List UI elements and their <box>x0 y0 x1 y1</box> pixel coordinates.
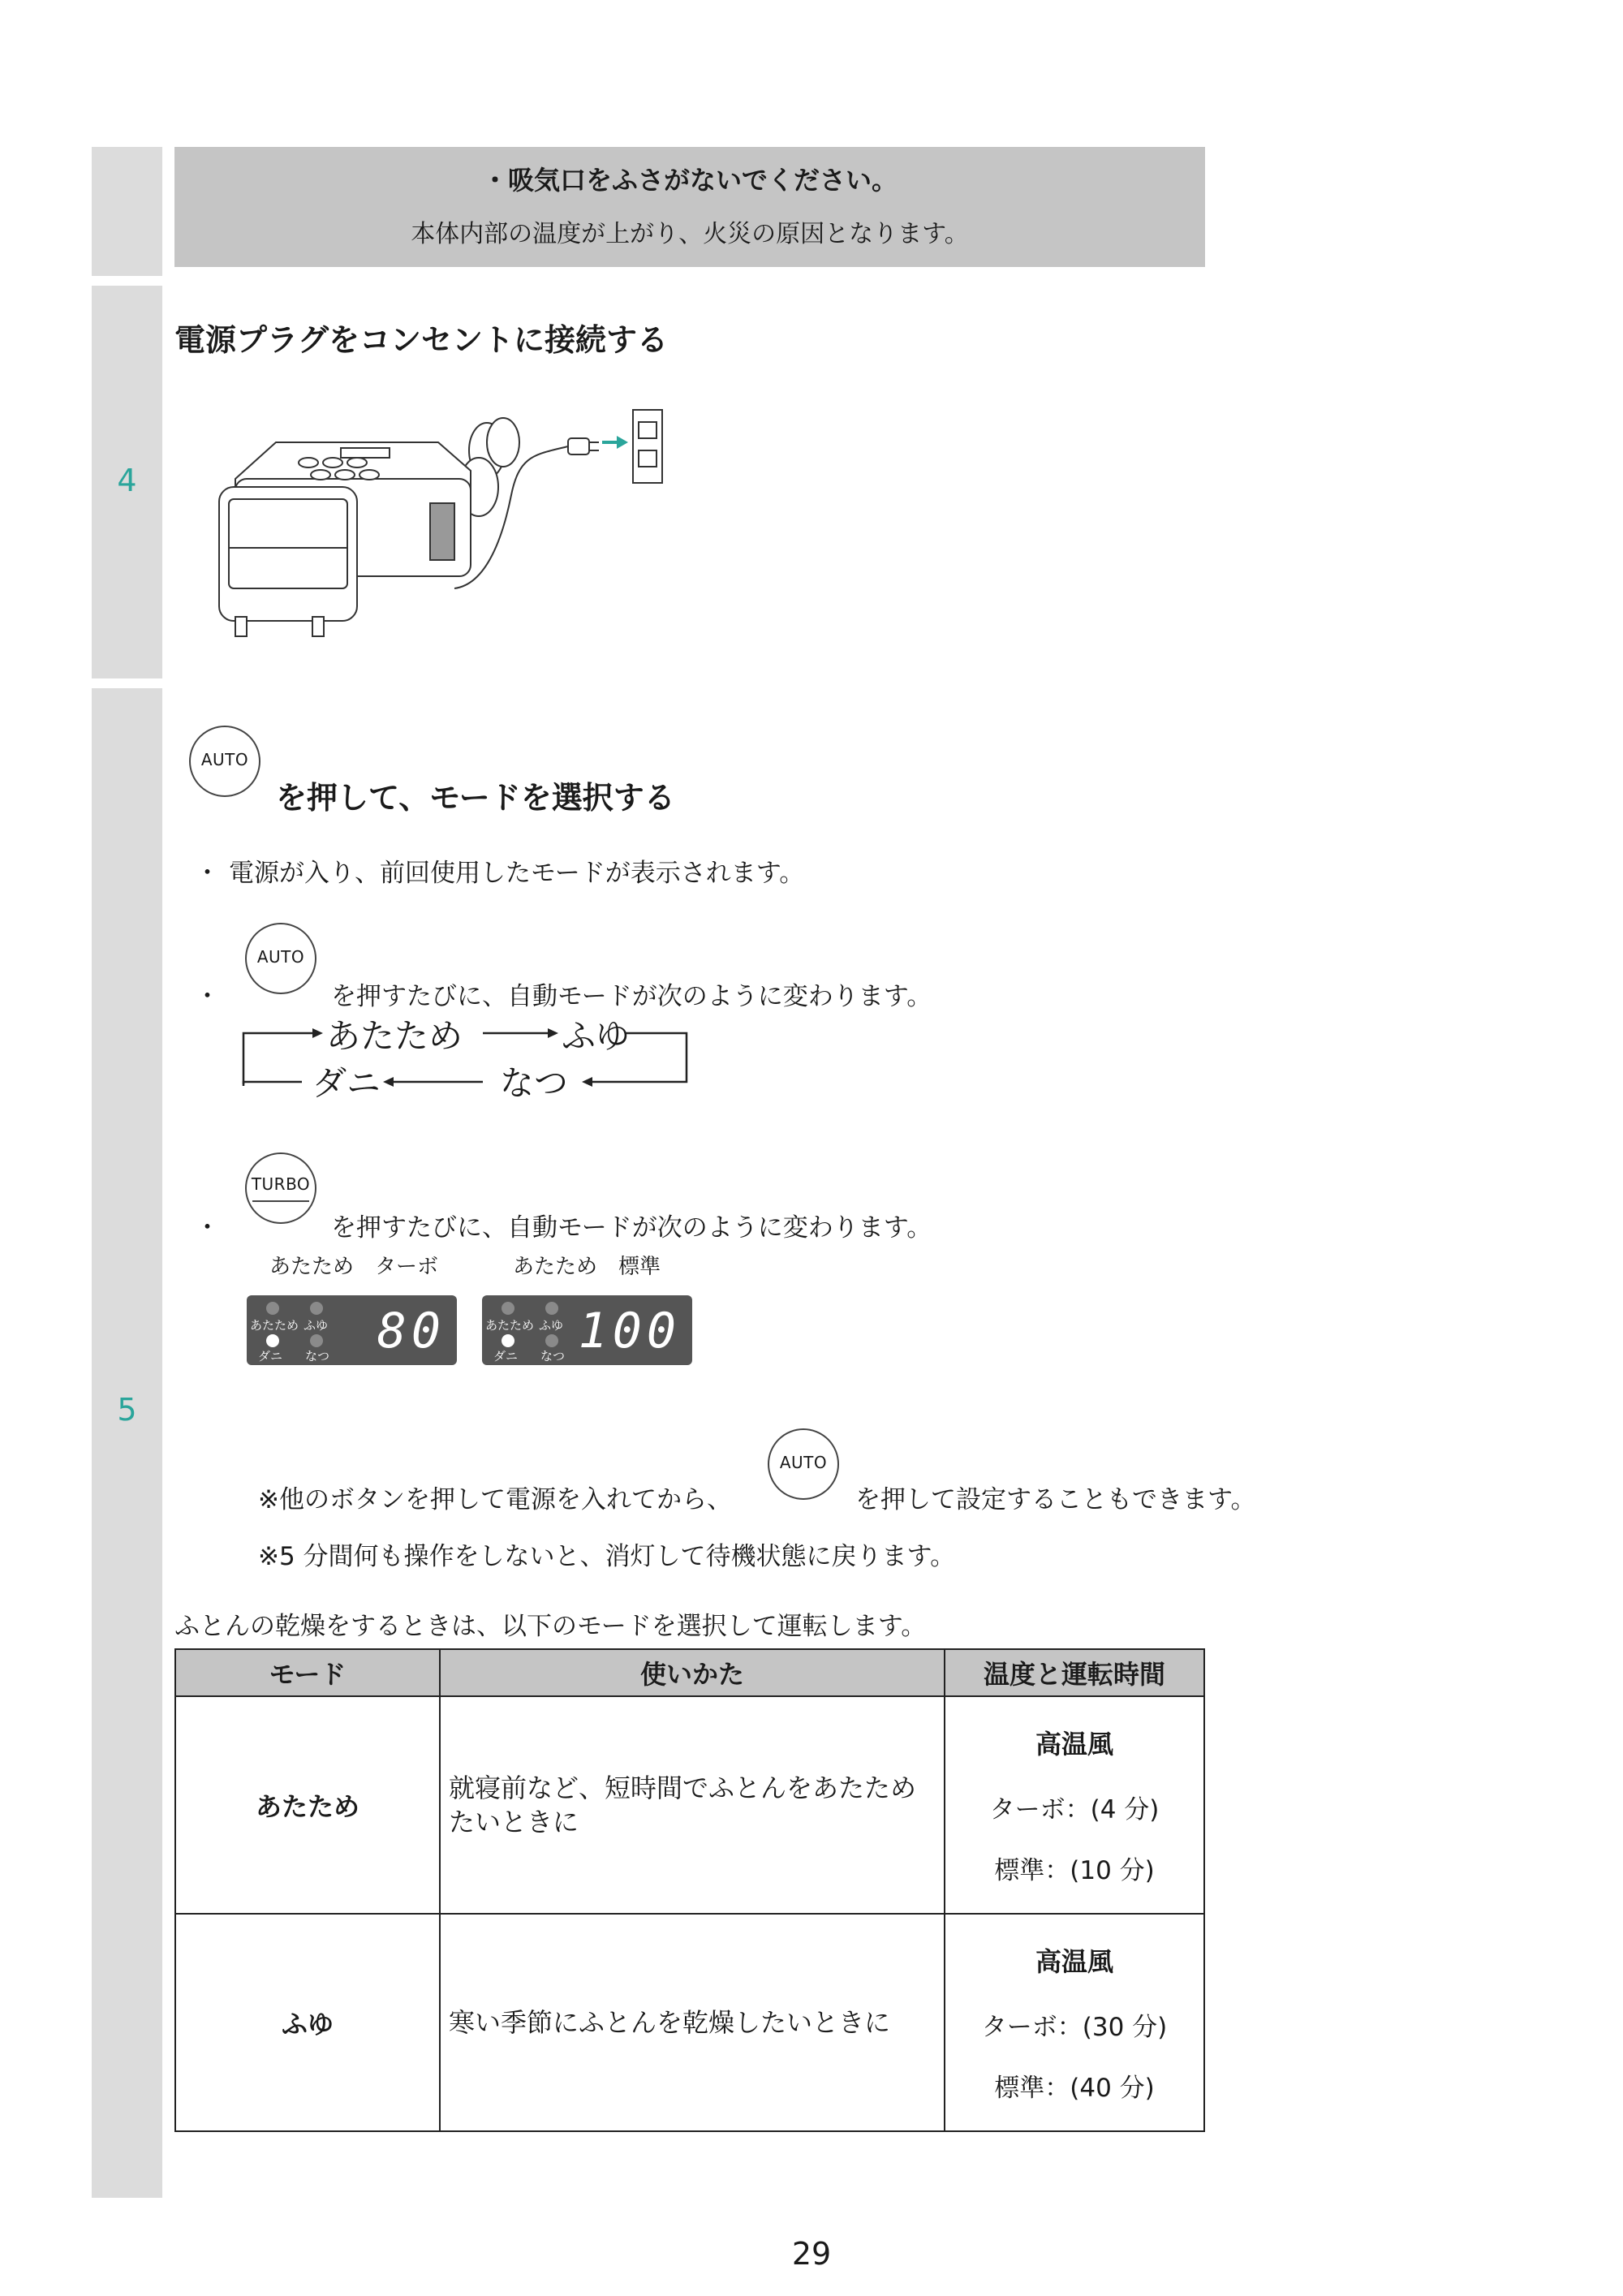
display-value: 100 <box>578 1303 681 1359</box>
mode-cycle-fuyu: ふゆ <box>562 1016 631 1056</box>
step-number-5: 5 <box>117 1392 137 1428</box>
indicator-label: ダニ <box>493 1349 519 1363</box>
mode-usage: 就寝前など、短時間でふとんをあたためたいときに <box>440 1696 945 1914</box>
indicator-dot <box>545 1334 558 1347</box>
indicator-dot <box>502 1302 514 1315</box>
note-other-button-post: を押して設定することもできます。 <box>855 1485 1256 1514</box>
mode-cycle-natsu: なつ <box>500 1063 569 1103</box>
table-row <box>175 1696 1204 1914</box>
turbo-button-icon <box>245 1152 316 1224</box>
indicator-dot <box>545 1302 558 1315</box>
indicator-label: あたため <box>250 1318 299 1333</box>
warning-title: ・吸気口をふさがないでください。 <box>481 165 898 196</box>
mode-table <box>174 1648 1205 2132</box>
display-caption-turbo: あたため ターボ <box>269 1255 439 1279</box>
auto-button-icon: AUTO <box>245 923 316 994</box>
warning-box <box>174 147 1205 267</box>
header-usage: 使いかた <box>440 1649 945 1696</box>
turbo-press-text: を押すたびに、自動モードが次のように変わります。 <box>331 1213 932 1243</box>
dryer-plug-illustration <box>211 398 674 641</box>
note-other-button-pre: ※他のボタンを押して電源を入れてから、 <box>258 1485 732 1514</box>
auto-press-text: を押すたびに、自動モードが次のように変わります。 <box>331 982 932 1011</box>
header-temp-time: 温度と運転時間 <box>945 1649 1204 1696</box>
auto-button-icon: AUTO <box>768 1428 839 1500</box>
indicator-dot <box>310 1302 323 1315</box>
bullet-marker-3: ・ <box>195 1213 220 1243</box>
auto-button-icon <box>189 726 260 797</box>
mode-usage: 寒い季節にふとんを乾燥したいときに <box>440 1914 945 2131</box>
indicator-label: ふゆ <box>539 1318 564 1333</box>
note-standby: ※5 分間何も操作をしないと、消灯して待機状態に戻ります。 <box>258 1542 956 1571</box>
mode-name: ふゆ <box>175 1914 440 2131</box>
turbo-button-label: TURBO <box>251 1174 311 1194</box>
indicator-dot-active <box>502 1334 514 1347</box>
display-value: 80 <box>377 1303 446 1359</box>
indicator-label: あたため <box>485 1318 535 1333</box>
indicator-dot <box>266 1302 279 1315</box>
bullet-marker-2: ・ <box>195 982 220 1011</box>
indicator-label: なつ <box>305 1349 330 1363</box>
indicator-label: ダニ <box>258 1349 283 1363</box>
mode-cycle-atatame: あたため <box>326 1016 463 1056</box>
table-intro: ふとんの乾燥をするときは、以下のモードを選択して運転します。 <box>174 1612 927 1641</box>
mode-temp-time <box>945 1696 1204 1914</box>
indicator-label: なつ <box>540 1349 566 1363</box>
mode-cycle-dani: ダニ <box>312 1063 381 1103</box>
indicator-label: ふゆ <box>304 1318 329 1333</box>
warning-detail: 本体内部の温度が上がり、火災の原因となります。 <box>411 220 969 248</box>
display-panel-standard <box>482 1295 692 1365</box>
bullet-marker-1: ・ <box>195 859 220 888</box>
table-row <box>175 1914 1204 2131</box>
turbo-time: ターボ：(4 分) <box>989 1795 1160 1824</box>
step4-heading: 電源プラグをコンセントに接続する <box>174 322 669 358</box>
standard-time: 標準：(40 分) <box>994 2074 1155 2103</box>
mode-name: あたため <box>175 1696 440 1914</box>
mode-temp-time <box>945 1914 1204 2131</box>
sidebar-warning <box>92 147 162 276</box>
temp-level: 高温風 <box>1035 1946 1113 1977</box>
table-header-row <box>175 1649 1204 1696</box>
turbo-time: ターボ：(30 分) <box>981 2013 1168 2042</box>
step5-heading: を押して、モードを選択する <box>276 780 675 816</box>
bullet-power-on: 電源が入り、前回使用したモードが表示されます。 <box>229 859 805 888</box>
auto-button-label: AUTO <box>200 750 249 769</box>
indicator-dot-active <box>266 1334 279 1347</box>
step-number-4: 4 <box>117 463 137 498</box>
header-mode: モード <box>175 1649 440 1696</box>
display-caption-standard: あたため 標準 <box>513 1255 661 1279</box>
temp-level: 高温風 <box>1035 1729 1113 1760</box>
sidebar-step5 <box>92 688 162 2198</box>
indicator-dot <box>310 1334 323 1347</box>
page-number: 29 <box>791 2236 832 2272</box>
standard-time: 標準：(10 分) <box>994 1856 1155 1885</box>
display-panel-turbo <box>247 1295 457 1365</box>
